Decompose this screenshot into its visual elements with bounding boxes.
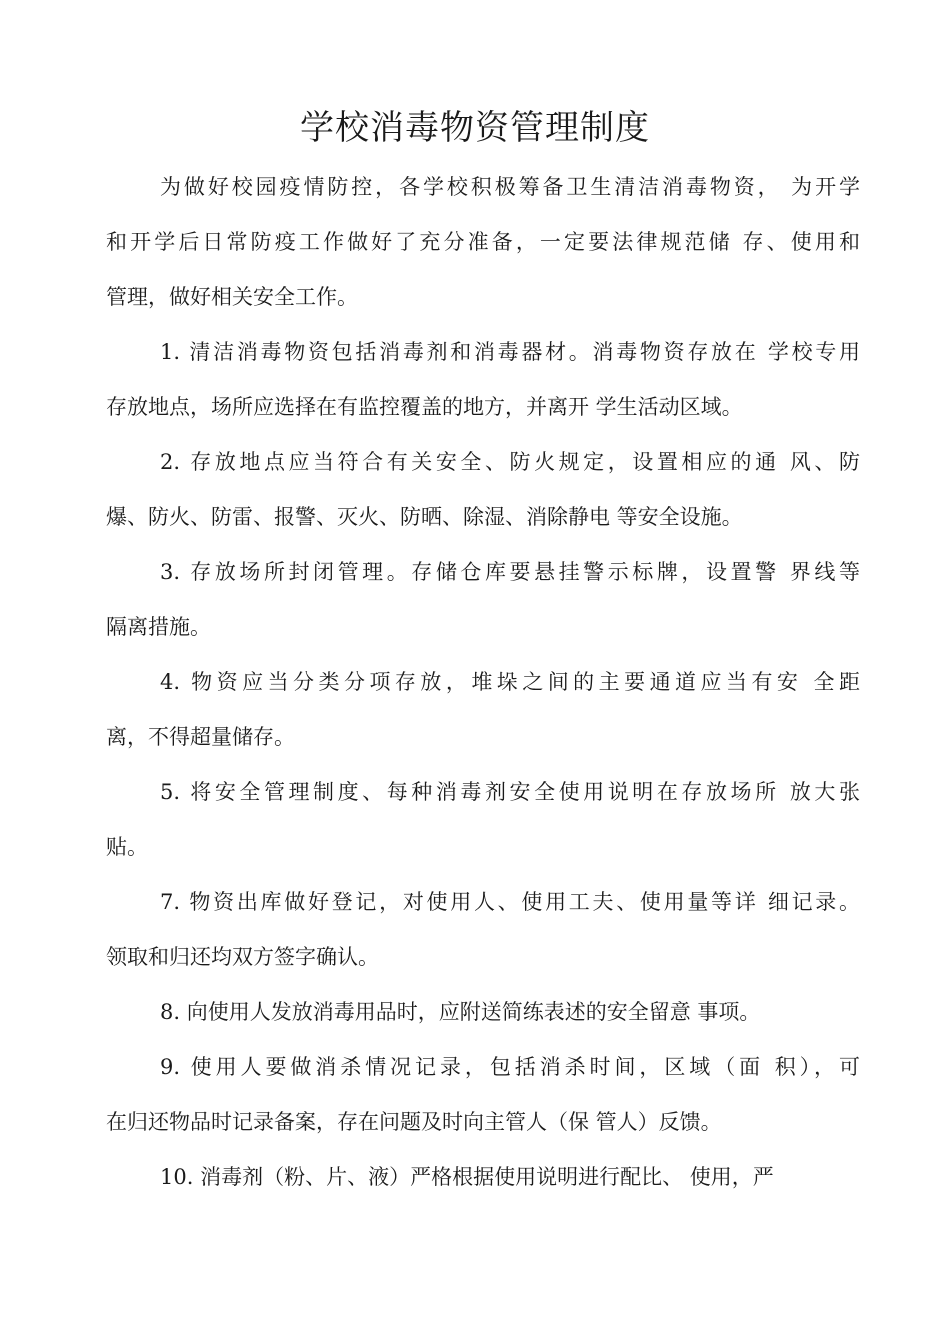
paragraph — [106, 435, 860, 545]
paragraph-line: 1. 清洁消毒物资包括消毒剂和消毒器材。消毒物资存放在 学校专用 — [160, 340, 860, 364]
paragraph-line: 3. 存放场所封闭管理。存储仓库要悬挂警示标牌，设置警 界线等 — [160, 560, 860, 584]
paragraph-line: 贴。 — [106, 835, 148, 859]
paragraph-line: 隔离措施。 — [106, 615, 211, 639]
paragraph — [106, 985, 860, 1040]
paragraph — [106, 765, 860, 875]
paragraph-line: 4. 物资应当分类分项存放，堆垛之间的主要通道应当有安 全距 — [160, 670, 860, 694]
document-title: 学校消毒物资管理制度 — [300, 108, 650, 148]
paragraph — [106, 545, 860, 655]
paragraph-line: 管理，做好相关安全工作。 — [106, 285, 358, 309]
paragraph — [106, 1150, 860, 1205]
paragraph-line: 在归还物品时记录备案，存在问题及时向主管人（保 管人）反馈。 — [106, 1110, 722, 1134]
paragraph — [106, 655, 860, 765]
paragraph — [106, 1040, 860, 1150]
paragraph-line: 领取和归还均双方签字确认。 — [106, 945, 379, 969]
paragraph-line: 8. 向使用人发放消毒用品时，应附送简练表述的安全留意 事项。 — [160, 1000, 761, 1024]
paragraph-line: 和开学后日常防疫工作做好了充分准备，一定要法律规范储 存、使用和 — [106, 230, 860, 254]
paragraph-line: 存放地点，场所应选择在有监控覆盖的地方，并离开 学生活动区域。 — [106, 395, 743, 419]
paragraph-line: 5. 将安全管理制度、每种消毒剂安全使用说明在存放场所 放大张 — [160, 780, 860, 804]
paragraph-line: 10. 消毒剂（粉、片、液）严格根据使用说明进行配比、 使用，严 — [160, 1165, 774, 1189]
paragraph-line: 为做好校园疫情防控，各学校积极筹备卫生清洁消毒物资， 为开学 — [160, 175, 860, 199]
paragraph-line: 7. 物资出库做好登记，对使用人、使用工夫、使用量等详 细记录。 — [160, 890, 860, 914]
paragraph — [106, 325, 860, 435]
paragraph — [106, 875, 860, 985]
paragraph-line: 9. 使用人要做消杀情况记录，包括消杀时间，区域（面 积），可 — [160, 1055, 860, 1079]
paragraph — [106, 160, 860, 325]
paragraph-line: 离，不得超量储存。 — [106, 725, 295, 749]
paragraph-line: 2. 存放地点应当符合有关安全、防火规定，设置相应的通 风、防 — [160, 450, 860, 474]
paragraph-line: 爆、防火、防雷、报警、灭火、防晒、除湿、消除静电 等安全设施。 — [106, 505, 743, 529]
